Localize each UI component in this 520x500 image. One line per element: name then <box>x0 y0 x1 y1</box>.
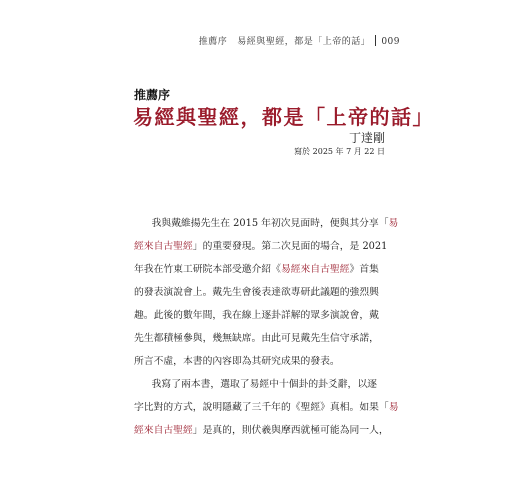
section-label: 推薦序 <box>134 88 171 102</box>
author-name: 丁達剛 <box>348 131 385 145</box>
highlighted-term: 經來自古聖經 <box>134 425 193 436</box>
text-line: 年我在竹東工研院本部受邀介紹《易經來自古聖經》首集 <box>134 264 379 275</box>
running-header-title: 易經與聖經，都是「上帝的話」 <box>237 37 371 47</box>
highlighted-term: 易經來自古聖經 <box>280 264 350 275</box>
running-header-section: 推薦序 <box>198 37 228 47</box>
page-title: 易經與聖經，都是「上帝的話」 <box>133 105 434 129</box>
text-line: 的發表演說會上。戴先生會後表達欲專研此議題的強烈興 <box>134 287 379 298</box>
text-line: 經來自古聖經」的重要發現。第二次見面的場合，是 2021 <box>134 241 388 252</box>
paragraph <box>134 373 399 442</box>
text-line: 經來自古聖經」是真的，則伏羲與摩西就極可能為同一人， <box>134 425 389 436</box>
written-date: 寫於 2025 年 7 月 22 日 <box>294 147 385 156</box>
header-divider <box>375 35 376 46</box>
text-line: 趣。此後的數年間，我在線上逐卦詳解的眾多演說會，戴 <box>134 310 379 321</box>
highlighted-term: 易 <box>388 218 399 229</box>
body-text <box>134 212 399 442</box>
highlighted-term: 經來自古聖經 <box>134 241 193 252</box>
paragraph <box>134 212 399 373</box>
highlighted-term: 易 <box>388 402 399 413</box>
text-line: 字比對的方式，說明隱藏了三千年的《聖經》真相。如果「易 <box>134 402 399 413</box>
page-number: 009 <box>381 37 400 47</box>
text-line: 所言不虛，本書的內容即為其研究成果的發表。 <box>134 356 340 367</box>
text-line: 我寫了兩本書，選取了易經中十個卦的卦爻辭，以逐 <box>151 379 377 390</box>
text-line: 我與戴維揚先生在 2015 年初次見面時，便與其分享「易 <box>151 218 399 229</box>
text-line: 先生都積極參與，幾無缺席。由此可見戴先生信守承諾， <box>134 333 379 344</box>
running-header <box>199 34 400 47</box>
